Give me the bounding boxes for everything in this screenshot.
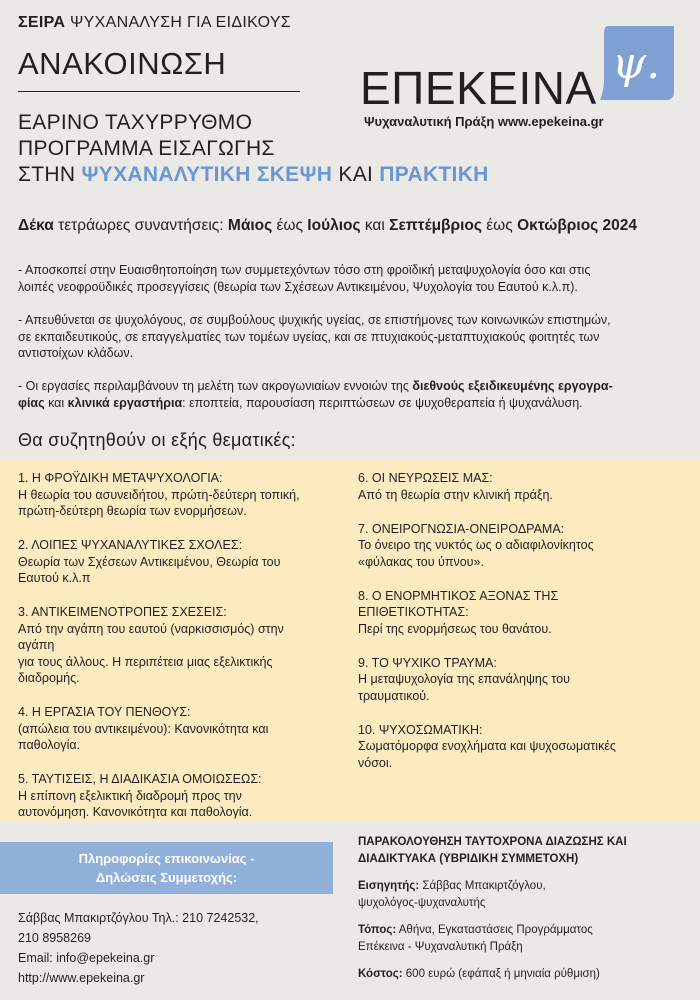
meetings-text: έως <box>481 217 518 234</box>
topic-item <box>358 655 680 705</box>
paragraph-aim <box>18 262 682 295</box>
contact-phone: Σάββας Μπακιρτζόγλου Τηλ.: 210 7242532, <box>18 911 259 925</box>
paragraph-line <box>18 395 682 412</box>
meetings-bold: Οκτώβριος 2024 <box>517 217 638 234</box>
topic-description: Η θεωρία του ασυνειδήτου, πρώτη-δεύτερη τοπική, <box>18 487 300 502</box>
participation-heading-line: ΠΑΡΑΚΟΛΟΥΘΗΣΗ ΤΑΥΤΟΧΡΟΝΑ ΔΙΑΖΩΣΗΣ ΚΑΙ <box>358 836 627 848</box>
meetings-text: έως <box>272 217 308 234</box>
paragraph-work <box>18 378 682 411</box>
participation-info <box>358 834 688 993</box>
paragraph-line: λοιπές νεοφροϋδικές προσεγγίσεις (θεωρία των Σχέσεων Αντικειμένου, Ψυχολογία του Εαυτού κ.λ.π). <box>18 279 578 294</box>
topic-title: 4. Η ΕΡΓΑΣΙΑ ΤΟΥ ΠΕΝΘΟΥΣ: <box>18 705 191 719</box>
topics-column-left <box>18 470 340 838</box>
psi-logo-icon <box>594 20 680 106</box>
speaker-info <box>358 878 688 912</box>
topic-item <box>358 470 680 503</box>
place-label: Τόπος: <box>358 924 397 936</box>
paragraph-audience <box>18 312 682 362</box>
paragraph-line <box>18 378 682 395</box>
topic-description: νόσοι. <box>358 755 393 770</box>
topic-description: «φύλακας του ύπνου». <box>358 554 484 569</box>
meetings-text: τετράωρες συναντήσεις: <box>53 217 228 234</box>
logo-wordmark: ΕΠΕΚΕΙΝΑ <box>360 62 597 114</box>
psi-glyph: ψ. <box>611 38 661 89</box>
speaker-value: Σάββας Μπακιρτζόγλου, <box>419 880 546 892</box>
topic-description: αυτονόμηση. Κανονικότητα και παθολογία. <box>18 805 253 819</box>
topic-description: Η μεταψυχολογία της επανάληψης του <box>358 672 570 686</box>
cost-info <box>358 966 688 983</box>
place-info <box>358 922 688 956</box>
title-line-2: ΠΡΟΓΡΑΜΜΑ ΕΙΣΑΓΩΓΗΣ <box>18 137 275 160</box>
topic-description: Το όνειρο της νυκτός ως ο αδιαφιλονίκητος <box>358 538 594 552</box>
header-divider <box>18 91 300 92</box>
meetings-bold: Ιούλιος <box>307 217 361 234</box>
topic-item <box>18 704 340 754</box>
announcement-heading: ΑΝΑΚΟΙΝΩΣΗ <box>18 46 227 81</box>
contact-details <box>18 908 259 988</box>
meetings-line <box>18 217 637 235</box>
topic-item <box>358 588 680 638</box>
contact-banner <box>0 842 333 894</box>
title-line-3 <box>18 162 489 188</box>
contact-website-link[interactable]: http://www.epekeina.gr <box>18 971 145 985</box>
speaker-role: ψυχολόγος-ψυχαναλυτής <box>358 897 486 909</box>
topic-title: 2. ΛΟΙΠΕΣ ΨΥΧΑΝΑΛΥΤΙΚΕΣ ΣΧΟΛΕΣ: <box>18 538 243 552</box>
topic-title: 1. Η ΦΡΟΫΔΙΚΗ ΜΕΤΑΨΥΧΟΛΟΓΙΑ: <box>18 471 223 485</box>
topic-description: (απώλεια του αντικειμένου): Κανονικότητα και <box>18 721 269 736</box>
topic-item <box>358 521 680 571</box>
series-label: ΣΕΙΡΑ <box>18 14 66 31</box>
paragraph-text: : εποπτεία, παρουσίαση περιπτώσεων σε ψυχοθεραπεία ή ψυχανάλυση. <box>182 395 583 410</box>
paragraph-line: σε εκπαιδευτικούς, σε επαγγελματίες των τομέων υγείας, και σε πτυχιακούς-μεταπτυχιακούς φοιτητές των <box>18 329 600 344</box>
paragraph-line: αντιστοίχων κλάδων. <box>18 346 134 360</box>
participation-heading-line: ΔΙΑΔΙΚΤΥΑΚΑ (ΥΒΡΙΔΙΚΗ ΣΥΜΜΕΤΟΧΗ) <box>358 853 579 865</box>
topic-description: Θεωρία των Σχέσεων Αντικειμένου, Θεωρία του <box>18 554 281 569</box>
meetings-bold: Δέκα <box>18 217 54 234</box>
paragraph-text: - Οι εργασίες περιλαμβάνουν τη μελέτη των ακρογωνιαίων εννοιών της <box>18 379 413 393</box>
title-highlight-1: ΨΥΧΑΝΑΛΥΤΙΚΗ ΣΚΕΨΗ <box>81 163 333 186</box>
topic-description: Εαυτού κ.λ.π <box>18 571 91 585</box>
meetings-bold: Μάιος <box>227 217 273 234</box>
paragraph-bold: κλινικά εργαστήρια <box>67 395 183 410</box>
place-value: Αθήνα, Εγκαταστάσεις Προγράμματος <box>396 924 593 936</box>
contact-banner-line: Δηλώσεις Συμμετοχής: <box>95 870 238 885</box>
topic-title: 8. Ο ΕΝΟΡΜΗΤΙΚΟΣ ΑΞΟΝΑΣ ΤΗΣ <box>358 588 559 603</box>
paragraph-line: - Απευθύνεται σε ψυχολόγους, σε συμβούλους ψυχικής υγείας, σε επιστήμονες των κοινωνικών επιστημών, <box>18 313 611 327</box>
cost-label: Κόστος: <box>358 968 403 980</box>
topic-description: παθολογία. <box>18 738 81 752</box>
title-line-1: ΕΑΡΙΝΟ ΤΑΧΥΡΡΥΘΜΟ <box>18 111 253 134</box>
title-word: ΚΑΙ <box>338 163 374 186</box>
topics-column-right <box>358 470 680 789</box>
topic-description: πρώτη-δεύτερη θεωρία των ενορμήσεων. <box>18 504 247 518</box>
topic-title: 3. ΑΝΤΙΚΕΙΜΕΝΟΤΡΟΠΕΣ ΣΧΕΣΕΙΣ: <box>18 605 227 619</box>
topics-heading: Θα συζητηθούν οι εξής θεματικές: <box>18 430 296 450</box>
topic-description: για τους άλλους. Η περιπέτεια μιας εξελικτικής <box>18 654 273 669</box>
topic-item <box>18 470 340 520</box>
topic-description: Σωματόμορφα ενοχλήματα και ψυχοσωματικές <box>358 739 616 753</box>
topic-description: Από τη θεωρία στην κλινική πράξη. <box>358 487 553 502</box>
speaker-label: Εισηγητής: <box>358 880 420 892</box>
contact-banner-line: Πληροφορίες επικοινωνίας - <box>78 851 255 866</box>
meetings-bold: Σεπτέμβριος <box>389 217 482 234</box>
logo-subtitle: Ψυχαναλυτική Πράξη www.epekeina.gr <box>364 114 604 129</box>
topic-title: 9. ΤΟ ΨΥΧΙΚΟ ΤΡΑΥΜΑ: <box>358 655 497 670</box>
place-value-line-2: Επέκεινα - Ψυχαναλυτική Πράξη <box>358 941 523 953</box>
topic-item <box>18 771 340 821</box>
series-text: ΨΥΧΑΝΑΛΥΣΗ ΓΙΑ ΕΙΔΙΚΟΥΣ <box>70 14 292 31</box>
topic-item <box>18 604 340 687</box>
meetings-text: και <box>360 217 390 234</box>
topic-title: 10. ΨΥΧΟΣΩΜΑΤΙΚΗ: <box>358 722 483 737</box>
contact-phone-2: 210 8958269 <box>18 931 91 945</box>
paragraph-line: - Αποσκοπεί στην Ευαισθητοποίηση των συμμετεχόντων τόσο στη φροϊδική μεταψυχολογία όσο και στις <box>18 263 591 277</box>
title-highlight-2: ΠΡΑΚΤΙΚΗ <box>379 163 489 186</box>
contact-email[interactable]: Email: info@epekeina.gr <box>18 951 155 965</box>
cost-value: 600 ευρώ (εφάπαξ ή μηνιαία ρύθμιση) <box>402 968 600 980</box>
series-line <box>18 14 291 32</box>
participation-heading <box>358 834 688 868</box>
paragraph-bold: διεθνούς εξειδικευμένης εργογρα- <box>412 379 613 393</box>
topic-item <box>18 537 340 587</box>
topic-description: αγάπη <box>18 638 55 652</box>
title-word: ΣΤΗΝ <box>18 163 76 186</box>
topic-description: Περί της ενορμήσεως του θανάτου. <box>358 621 552 636</box>
topic-title: ΕΠΙΘΕΤΙΚΟΤΗΤΑΣ: <box>358 605 469 619</box>
topic-description: τραυματικού. <box>358 688 430 703</box>
paragraph-text: και <box>44 395 68 410</box>
topic-title: 5. ΤΑΥΤΙΣΕΙΣ, Η ΔΙΑΔΙΚΑΣΙΑ ΟΜΟΙΩΣΕΩΣ: <box>18 772 262 786</box>
topic-description: Από την αγάπη του εαυτού (ναρκισσισμός) στην <box>18 621 284 636</box>
topic-item <box>358 722 680 772</box>
topic-description: Η επίπονη εξελικτική διαδρομή προς την <box>18 788 242 803</box>
topic-title: 7. ΟΝΕΙΡΟΓΝΩΣΙΑ-ΟΝΕΙΡΟΔΡΑΜΑ: <box>358 521 565 536</box>
paragraph-bold: φίας <box>18 395 45 410</box>
topic-title: 6. ΟΙ ΝΕΥΡΩΣΕΙΣ ΜΑΣ: <box>358 471 493 485</box>
topic-description: διαδρομής. <box>18 671 80 685</box>
